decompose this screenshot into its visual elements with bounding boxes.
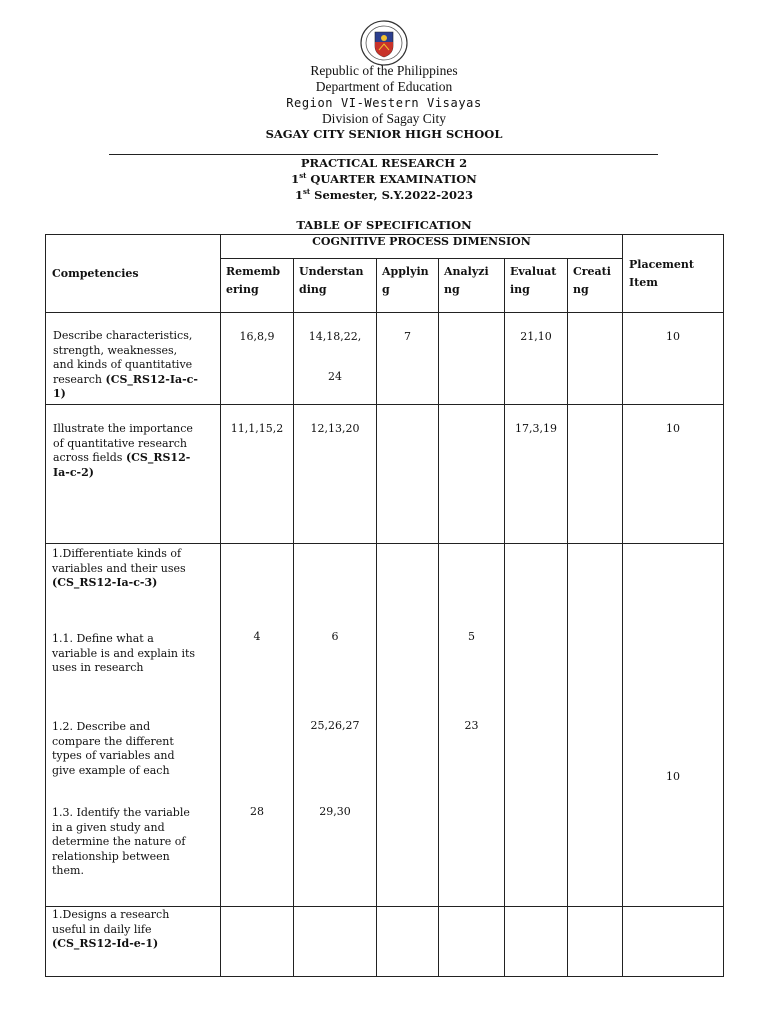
- table-row: [46, 907, 724, 977]
- exam-quarter: 1st QUARTER EXAMINATION: [291, 171, 477, 186]
- applying-items: [377, 544, 439, 907]
- placement-header: Placement Item: [623, 235, 724, 313]
- level-understanding: Understan ding: [294, 259, 377, 313]
- deped-seal-icon: [359, 20, 409, 66]
- understanding-items: 6 25,26,27 29,30: [294, 544, 377, 907]
- analyzing-items: [439, 405, 505, 544]
- creating-items: [568, 405, 623, 544]
- competency-cell: Illustrate the importance of quantitative research across fields (CS_RS12- Ia-c-2): [46, 405, 221, 544]
- exam-subject: PRACTICAL RESEARCH 2: [300, 156, 468, 170]
- analyzing-items: 5 23: [439, 544, 505, 907]
- creating-items: [568, 313, 623, 405]
- competencies-header: Competencies: [46, 235, 221, 313]
- evaluating-items: 21,10: [505, 313, 568, 405]
- analyzing-items: [439, 313, 505, 405]
- understanding-items: 12,13,20: [294, 405, 377, 544]
- header-department: Department of Education: [315, 79, 453, 94]
- remembering-items: 11,1,15,2: [221, 405, 294, 544]
- table-row: [46, 405, 724, 544]
- level-analyzing: Analyzi ng: [439, 259, 505, 313]
- competency-cell: 1.Designs a research useful in daily life (CS_RS12-Id-e-1): [46, 907, 221, 977]
- header-school: SAGAY CITY SENIOR HIGH SCHOOL: [265, 127, 503, 141]
- level-evaluating: Evaluat ing: [505, 259, 568, 313]
- placement-items: 10: [623, 313, 724, 405]
- exam-semester: 1st Semester, S.Y.2022-2023: [294, 187, 474, 202]
- level-creating: Creati ng: [568, 259, 623, 313]
- header-region: Region VI-Western Visayas: [286, 96, 482, 110]
- table-title: TABLE OF SPECIFICATION: [296, 218, 472, 232]
- header-division: Division of Sagay City: [321, 111, 447, 126]
- table-of-specification: [45, 234, 724, 977]
- cognitive-dimension-header: COGNITIVE PROCESS DIMENSION: [221, 235, 623, 259]
- competency-cell: Describe characteristics, strength, weaknesses, and kinds of quantitative research (CS_RS12-Ia-c- 1): [46, 313, 221, 405]
- creating-items: [568, 544, 623, 907]
- remembering-items: 4 28: [221, 544, 294, 907]
- understanding-items: 14,18,22, 24: [294, 313, 377, 405]
- table-row: [46, 544, 724, 907]
- applying-items: [377, 405, 439, 544]
- level-applying: Applyin g: [377, 259, 439, 313]
- evaluating-items: [505, 544, 568, 907]
- applying-items: 7: [377, 313, 439, 405]
- header-republic: Republic of the Philippines: [310, 63, 458, 78]
- remembering-items: 16,8,9: [221, 313, 294, 405]
- table-row: [46, 313, 724, 405]
- placement-items: 10: [623, 544, 724, 907]
- header-divider: [109, 154, 658, 155]
- evaluating-items: 17,3,19: [505, 405, 568, 544]
- level-remembering: Rememb ering: [221, 259, 294, 313]
- placement-items: 10: [623, 405, 724, 544]
- competency-cell: 1.Differentiate kinds of variables and their uses (CS_RS12-Ia-c-3) 1.1. Define what a variable is and explain its uses in research 1.2. Describe and compare the different types of variables and give example of each 1.3. Identify the variable in a given study and determine the nature of relationship between them.: [46, 544, 221, 907]
